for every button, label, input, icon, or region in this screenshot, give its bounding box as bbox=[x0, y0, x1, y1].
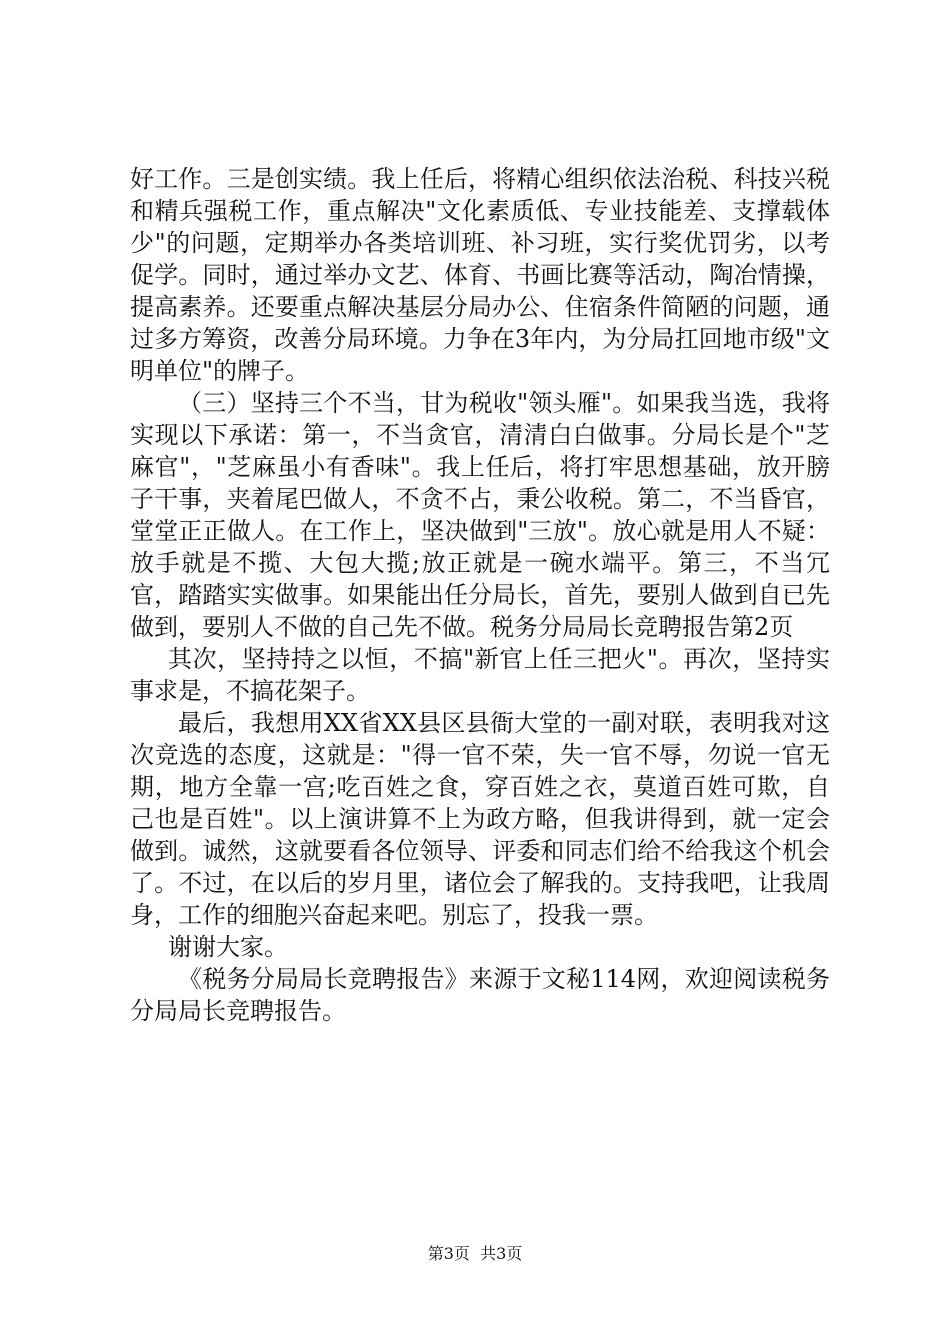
paragraph-thanks: 谢谢大家。 bbox=[168, 933, 288, 961]
paragraph-achievements: 好工作。三是创实绩。我上任后，将精心组织依法治税、科技兴税和精兵强税工作，重点解决"文化素质低、专业技能差、支撑载体少"的问题，定期举办各类培训班、补习班，实行奖优罚劣，以考促学。同时，通过举办文艺、体育、书画比赛等活动，陶冶情操，提高素养。还要重点解决基层分局办公、住宿条件简陋的问题，通过多方筹资，改善分局环境。力争在3年内，为分局扛回地市级"文明单位"的牌子。 bbox=[130, 165, 830, 385]
paragraph-three-nots: （三）坚持三个不当，甘为税收"领头雁"。如果我当选，我将实现以下承诺：第一，不当贪官，清清白白做事。分局长是个"芝麻官"，"芝麻虽小有香味"。我上任后，将打牢思想基础，放开膀子干事，夹着尾巴做人，不贪不占，秉公收税。第二，不当昏官，堂堂正正做人。在工作上，坚决做到"三放"。放心就是用人不疑：放手就是不揽、大包大揽;放正就是一碗水端平。第三，不当冗官，踏踏实实做事。如果能出任分局长，首先，要别人做到自已先做到，要别人不做的自己先不做。税务分局局长竞聘报告第2页 bbox=[130, 389, 830, 641]
paragraph-source-note: 《税务分局局长竞聘报告》来源于文秘114网，欢迎阅读税务分局局长竞聘报告。 bbox=[130, 965, 830, 1025]
paragraph-conclusion: 最后，我想用XX省XX县区县衙大堂的一副对联，表明我对这次竞选的态度，这就是："得一官不荣，失一官不辱，勿说一官无期，地方全靠一宫;吃百姓之食，穿百姓之衣，莫道百姓可欺，自己也是百姓"。以上演讲算不上为政方略，但我讲得到，就一定会做到。诚然，这就要看各位领导、评委和同志们给不给我这个机会了。不过，在以后的岁月里，诸位会了解我的。支持我吧，让我周身，工作的细胞兴奋起来吧。别忘了，投我一票。 bbox=[130, 709, 830, 929]
page-footer bbox=[0, 1244, 950, 1264]
paragraph-persistence: 其次，坚持持之以恒，不搞"新官上任三把火"。再次，坚持实事求是，不搞花架子。 bbox=[130, 645, 830, 705]
document-body bbox=[130, 163, 830, 1027]
page-number-label: 第3页 共3页 bbox=[427, 1244, 523, 1263]
